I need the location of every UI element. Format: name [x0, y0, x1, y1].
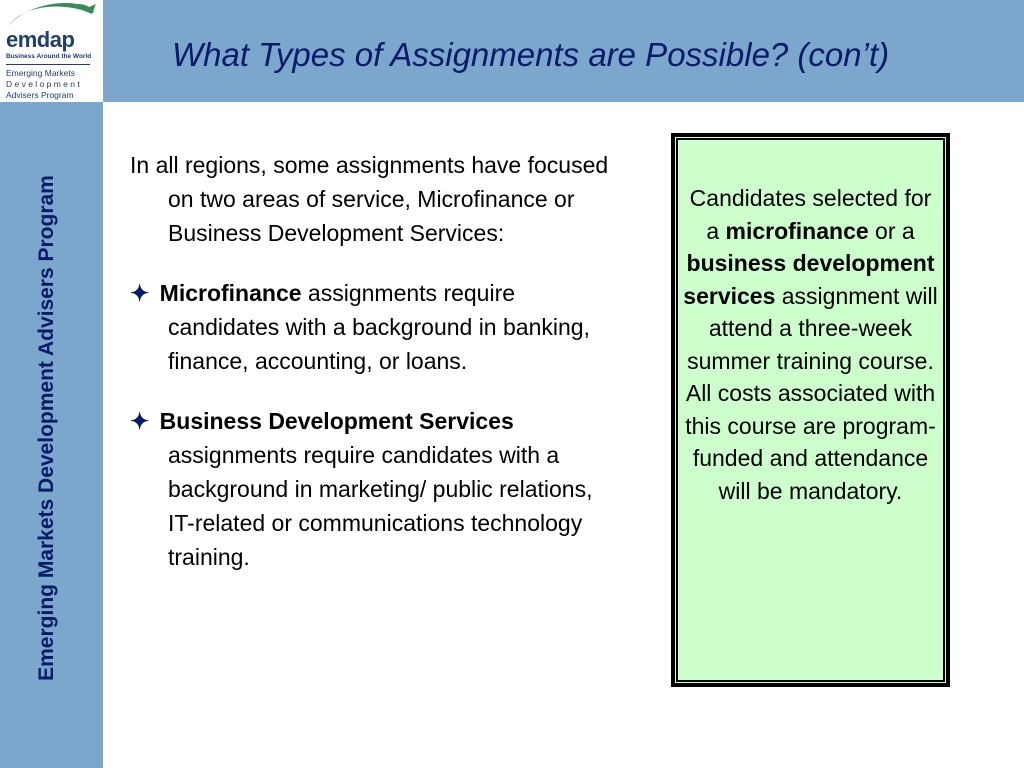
bullet-heading: Microfinance: [159, 280, 302, 306]
star-bullet-icon: ✦: [130, 280, 150, 306]
bullet-text: assignments require candidates with a background in marketing/ public relations, IT-related or communications technology training.: [168, 442, 593, 570]
logo-wordmark: emdap: [6, 27, 75, 52]
body-content: [130, 148, 620, 600]
callout-segment: or a: [868, 217, 915, 244]
logo-divider: [6, 64, 90, 65]
emdap-logo: [0, 0, 103, 102]
logo-line-1: Emerging Markets: [6, 68, 75, 78]
bullet-heading: Business Development Services: [159, 408, 514, 434]
slide-title: What Types of Assignments are Possible? (con’t): [172, 36, 890, 73]
callout-emphasis: microfinance: [725, 217, 869, 244]
swoosh-icon: [4, 2, 99, 28]
bullet-microfinance: [130, 276, 620, 378]
callout-text: [682, 182, 939, 507]
logo-line-2: D e v e l o p m e n t: [6, 79, 80, 89]
sidebar-program-label: Emerging Markets Development Advisers Program: [35, 175, 58, 681]
bullet-business-development: [130, 404, 620, 574]
logo-line-3: Advisers Program: [6, 90, 74, 100]
logo-tagline: Business Around the World: [6, 53, 92, 60]
intro-paragraph: In all regions, some assignments have focused on two areas of service, Microfinance or Business Development Services:: [130, 152, 609, 246]
callout-emphasis: business development services: [683, 250, 935, 309]
callout-segment: assignment will attend a three-week summer training course. All costs associated with this course are program-funded and attendance will be mandatory.: [685, 282, 938, 504]
bullet-text: assignments require candidates with a background in banking, finance, accounting, or loans.: [168, 280, 590, 374]
callout-segment: Candidates selected for a: [689, 185, 932, 244]
star-bullet-icon: ✦: [130, 408, 150, 434]
